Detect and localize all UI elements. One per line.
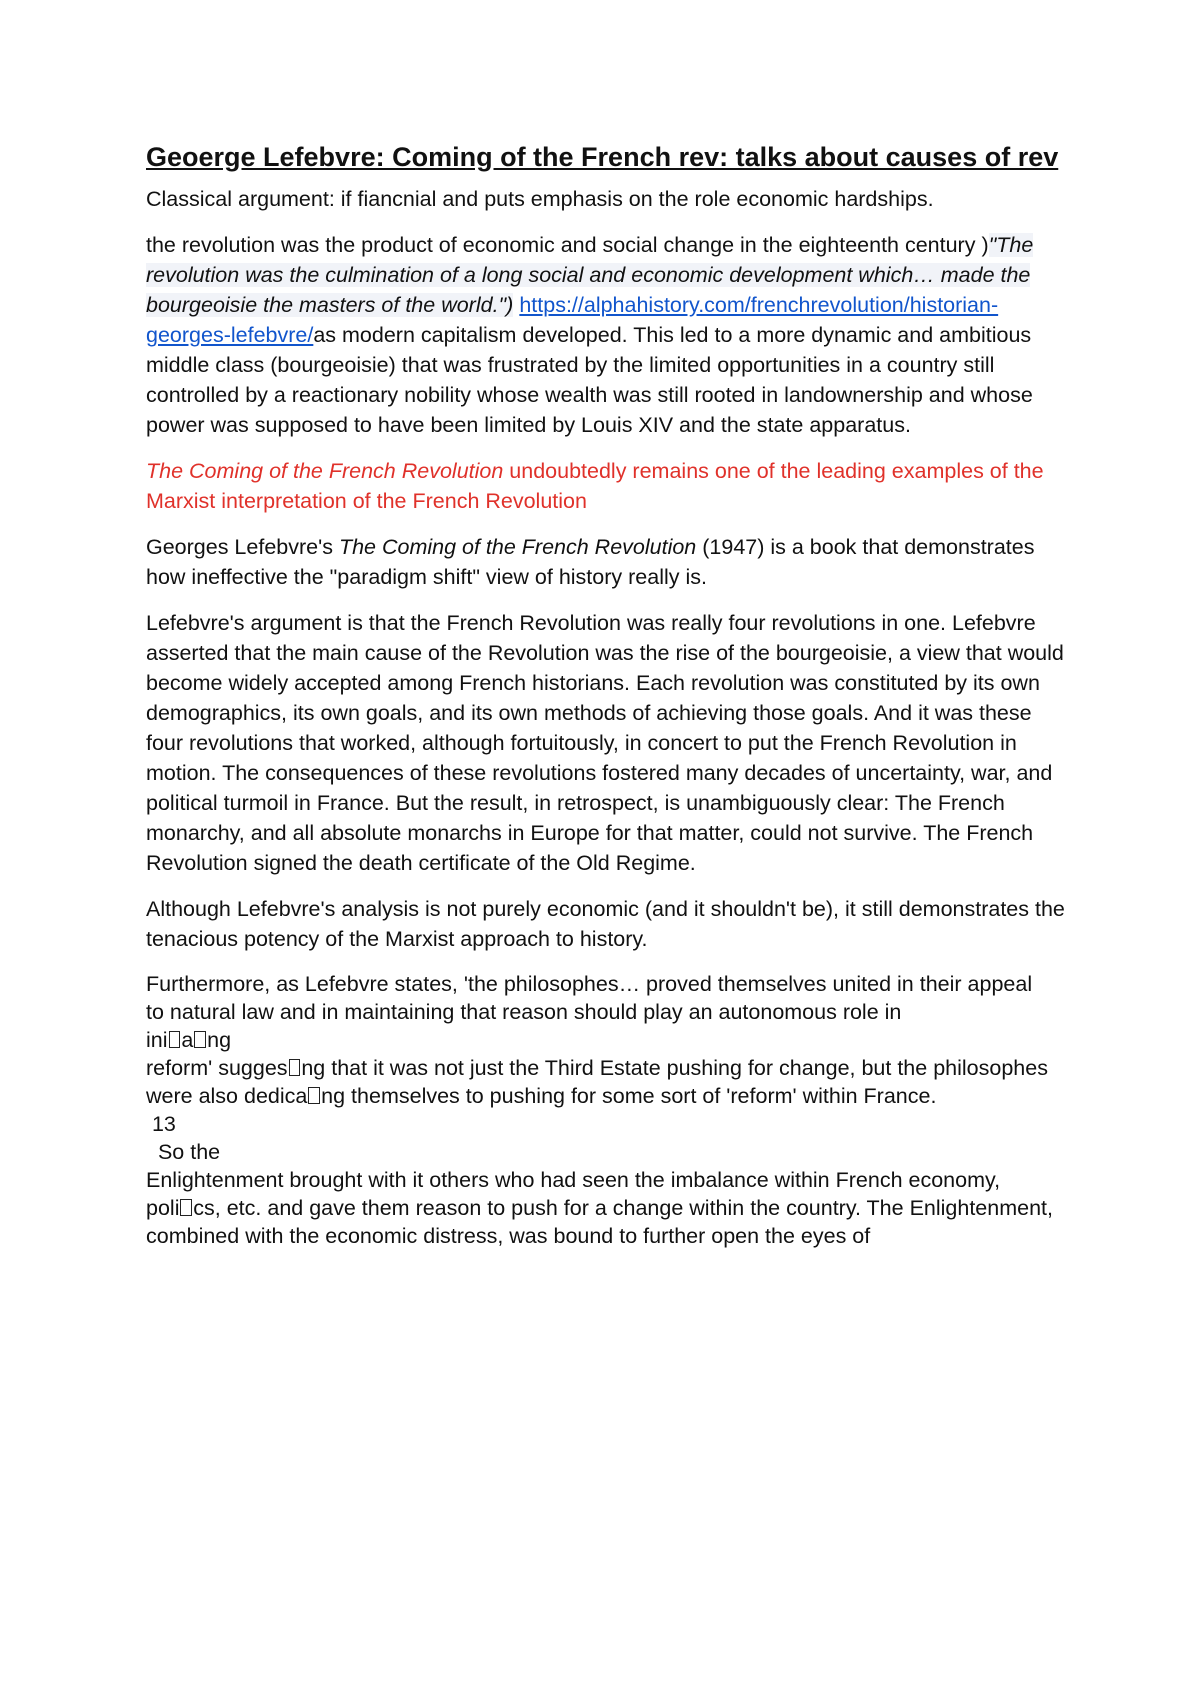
missing-glyph-icon [194, 1031, 206, 1048]
alphahistory-link[interactable]: https://alphahistory.com/frenchrevolution/historian-georges-lefebvre/ [146, 293, 999, 347]
text-line: Enlightenment brought with it others who had seen the imbalance within French economy, [146, 1168, 1001, 1192]
paragraph-philosophes [146, 970, 1066, 1250]
paragraph-text: (1947) is a book that demonstrates how ineffective the "paradigm shift" view of history really is. [146, 535, 1035, 589]
paragraph-analysis: Although Lefebvre's analysis is not purely economic (and it shouldn't be), it still demonstrates the tenacious potency of the Marxist approach to history. [146, 897, 1065, 951]
paragraph-book-summary [146, 532, 1066, 592]
paragraph-four-revolutions: Lefebvre's argument is that the French Revolution was really four revolutions in one. Lefebvre asserted that the main cause of the Revolution was the rise of the bourgeoisie, a view that would become widely accepted among French historians. Each revolution was constituted by its own demographics, its own goals, and its own methods of achieving those goals. And it was these four revolutions that worked, although fortuitously, in concert to put the French Revolution in motion. The consequences of these revolutions fostered many decades of uncertainty, war, and political turmoil in France. But the result, in retrospect, is unambiguously clear: The French monarchy, and all absolute monarchs in Europe for that matter, could not survive. The French Revolution signed the death certificate of the Old Regime. [146, 611, 1064, 875]
text-line: to natural law and in maintaining that reason should play an autonomous role in [146, 1000, 902, 1024]
text-line: reform' sugges ng that it was not just the Third Estate pushing for change, but the philosophes [146, 1056, 1048, 1080]
missing-glyph-icon [308, 1087, 320, 1104]
lefebvre-quote: "The revolution was the culmination of a long social and economic development which… made the bourgeoisie the masters of the world.") [146, 233, 1034, 317]
document-title: Geoerge Lefebvre: Coming of the French rev: talks about causes of rev [146, 142, 1059, 172]
book-title: The Coming of the French Revolution [146, 459, 504, 483]
missing-glyph-icon [180, 1199, 192, 1216]
paragraph-text: Georges Lefebvre's [146, 535, 339, 559]
paragraph-classical-argument: Classical argument: if fiancnial and puts emphasis on the role economic hardships. [146, 187, 934, 211]
book-title: The Coming of the French Revolution [338, 535, 697, 559]
text-line: Furthermore, as Lefebvre states, 'the philosophes… proved themselves united in their appeal [146, 972, 1033, 996]
text-line: poli cs, etc. and gave them reason to push for a change within the country. The Enlightenment, combined with the economic distress, was bound to further open the eyes of [146, 1196, 1053, 1248]
paragraph-text: undoubtedly remains one of the leading examples of the Marxist interpretation of the French Revolution [146, 459, 1044, 513]
missing-glyph-icon [289, 1059, 301, 1076]
missing-glyph-icon [169, 1031, 181, 1048]
paragraph-text: as modern capitalism developed. This led to a more dynamic and ambitious middle class (bourgeoisie) that was frustrated by the limited opportunities in a country still controlled by a reactionary nobility whose wealth was still rooted in landownership and whose power was supposed to have been limited by Louis XIV and the state apparatus. [146, 323, 1033, 437]
paragraph-text: the revolution was the product of economic and social change in the eighteenth century ) [146, 233, 989, 257]
text-line: were also dedica ng themselves to pushing for some sort of 'reform' within France. [146, 1084, 937, 1108]
document-page [146, 140, 1066, 1250]
text-line: ini a ng [146, 1028, 232, 1052]
paragraph-marxist-example [146, 456, 1066, 516]
text-line: So the [146, 1140, 221, 1164]
paragraph-revolution-product [146, 230, 1066, 440]
footnote-number: 13 [146, 1112, 176, 1136]
